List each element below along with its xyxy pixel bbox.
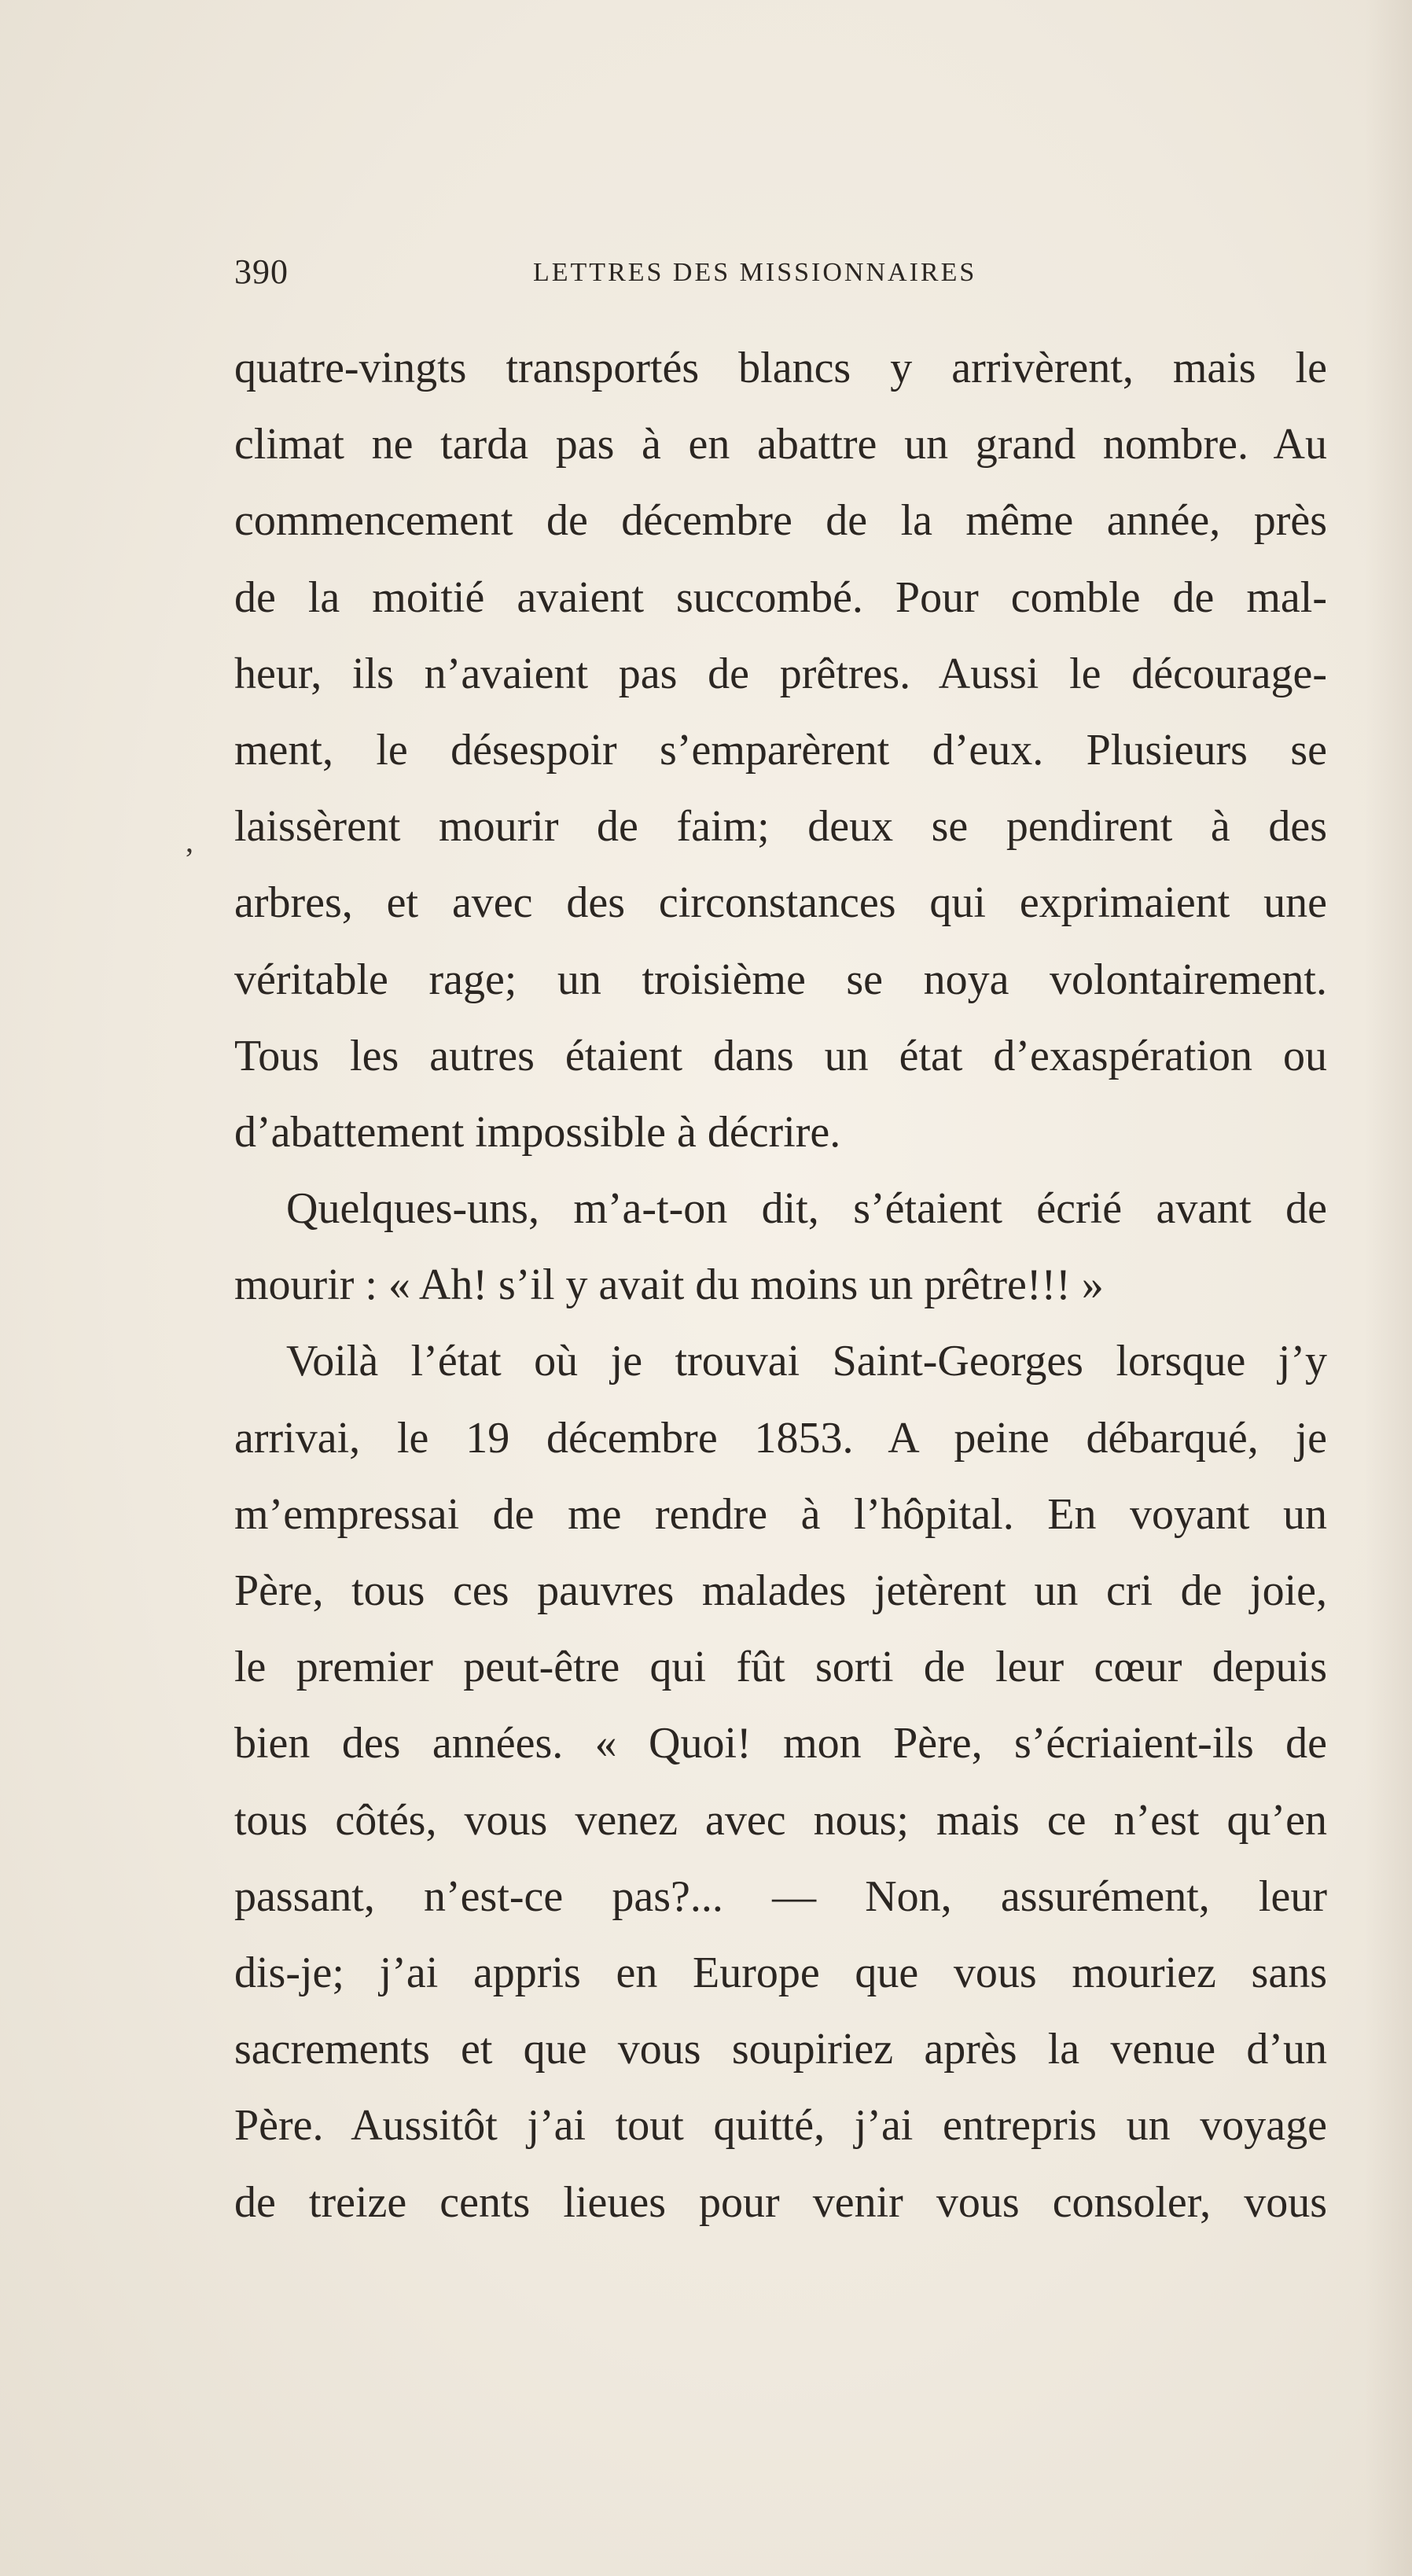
- text-line: passant, n’est-ce pas?... — Non, assurément, leur: [234, 1871, 1327, 1921]
- text-line: heur, ils n’avaient pas de prêtres. Aussi le décourage-: [234, 649, 1327, 698]
- text-line: m’empressai de me rendre à l’hôpital. En voyant un: [234, 1489, 1327, 1539]
- margin-mark: ,: [186, 823, 193, 859]
- text-line: quatre-vingts transportés blancs y arrivèrent, mais le: [234, 344, 1327, 392]
- running-head: LETTRES DES MISSIONNAIRES: [533, 258, 977, 287]
- text-line: arbres, et avec des circonstances qui exprimaient une: [234, 878, 1327, 928]
- page-edge-shadow: [1365, 0, 1412, 2576]
- text-line: tous côtés, vous venez avec nous; mais ce n’est qu’en: [234, 1795, 1327, 1845]
- text-line: d’abattement impossible à décrire.: [234, 1107, 841, 1157]
- text-line: Quelques-uns, m’a-t-on dit, s’étaient écrié avant de: [286, 1184, 1327, 1234]
- text-line: Père, tous ces pauvres malades jetèrent un cri de joie,: [234, 1566, 1327, 1615]
- text-line: ment, le désespoir s’emparèrent d’eux. Plusieurs se: [234, 725, 1327, 775]
- text-line: mourir : « Ah! s’il y avait du moins un prêtre!!! »: [234, 1260, 1104, 1310]
- text-line: le premier peut-être qui fût sorti de leur cœur depuis: [234, 1643, 1327, 1692]
- text-line: commencement de décembre de la même année, près: [234, 496, 1327, 546]
- text-line: bien des années. « Quoi! mon Père, s’écriaient-ils de: [234, 1719, 1327, 1768]
- page-number: 390: [234, 252, 289, 291]
- text-line: de la moitié avaient succombé. Pour comble de mal-: [234, 572, 1327, 622]
- text-line: de treize cents lieues pour venir vous consoler, vous: [234, 2177, 1327, 2227]
- text-line: Voilà l’état où je trouvai Saint-Georges lorsque j’y: [286, 1337, 1327, 1386]
- text-line: dis-je; j’ai appris en Europe que vous mouriez sans: [234, 1948, 1327, 1997]
- text-line: climat ne tarda pas à en abattre un grand nombre. Au: [234, 420, 1327, 469]
- text-line: laissèrent mourir de faim; deux se pendirent à des: [234, 802, 1327, 852]
- text-line: arrivai, le 19 décembre 1853. A peine débarqué, je: [234, 1413, 1327, 1463]
- text-line: véritable rage; un troisième se noya volontairement.: [234, 955, 1327, 1004]
- page-header: [234, 252, 1311, 299]
- body-text: [234, 330, 1327, 2241]
- text-line: Père. Aussitôt j’ai tout quitté, j’ai entrepris un voyage: [234, 2101, 1327, 2151]
- text-line: sacrements et que vous soupiriez après la venue d’un: [234, 2025, 1327, 2074]
- text-line: Tous les autres étaient dans un état d’exaspération ou: [234, 1031, 1327, 1080]
